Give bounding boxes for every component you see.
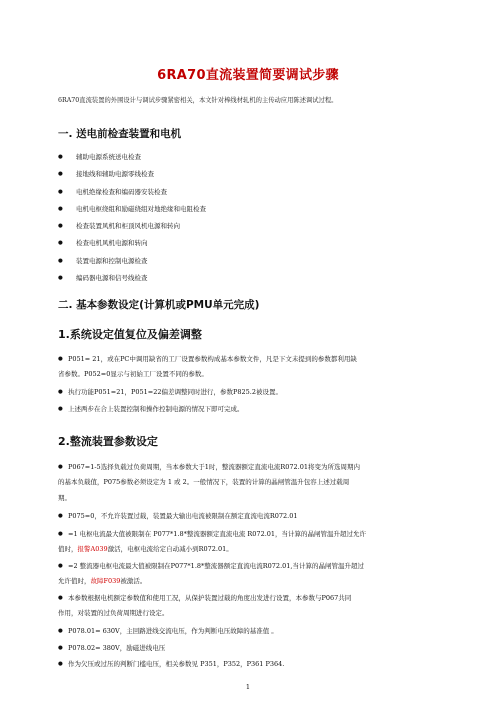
bullet-icon: ● bbox=[58, 661, 63, 667]
bullet-icon: ● bbox=[58, 645, 63, 651]
checklist-item: ● 编码器电源和信号线检查 bbox=[58, 274, 206, 291]
paragraph-p075-1: ● =1 电枢电流最大值被限制在 P077*1.8*整流器额定直流电流 R072.01，当计算的晶闸管温升超过允许 值时，报警A039激活，电枢电流给定自动减小到R072.01。 bbox=[58, 527, 442, 558]
bullet-icon: ● bbox=[58, 406, 63, 412]
subsection1-heading: 1.系统设定值复位及偏差调整 bbox=[58, 328, 202, 341]
paragraph-p075-2: ● =2 整流器电枢电流最大值被限制在P077*1.8*整流器额定直流电流R072.01,当计算的晶闸管温升超过 允许值时，故障F039被激活。 bbox=[58, 559, 442, 590]
alarm-code: 报警A039 bbox=[77, 545, 108, 554]
section2-heading: 二. 基本参数设定(计算机或PMU单元完成) bbox=[58, 299, 260, 311]
fault-code: 故障F039 bbox=[90, 577, 121, 586]
intro-paragraph: 6RA70直流装置的外围设计与调试步骤紧密相关，本文针对棒线材轧机的主传动应用陈述调试过程。 bbox=[58, 97, 338, 104]
paragraph-offset: ● 执行功能P051=21，P051=22偏差调整同时进行，参数P825.2被设置。 bbox=[58, 385, 442, 400]
section1-checklist bbox=[58, 153, 206, 291]
checklist-item: ● 检查装置风机和柜顶风机电源和转向 bbox=[58, 222, 206, 239]
checklist-item: ● 电机绝缘检查和编码器安装检查 bbox=[58, 188, 206, 205]
section1-heading: 一. 送电前检查装置和电机 bbox=[58, 128, 182, 140]
document-title: 6RA70直流装置简要调试步骤 bbox=[157, 68, 339, 83]
paragraph-p067: ● P067=1-5选择负载过负荷周期，当本参数大于1时，整流器额定直流电流R072.01将变为所选周期内 的基本负载值，P075参数必须设定为 1 或 2。一般情况下，装置的计算的晶闸管温升包容上述过载周 期。 bbox=[58, 460, 442, 506]
page-number: 1 bbox=[245, 683, 251, 691]
paragraph-note: ● 上述两步在合上装置控制和操作控制电源的情况下即可完成。 bbox=[58, 402, 442, 417]
bullet-icon: ● bbox=[58, 563, 63, 569]
bullet-icon: ● bbox=[58, 595, 63, 601]
checklist-item: ● 电机电枢绕组和励磁绕组对地绝缘和电阻检查 bbox=[58, 205, 206, 222]
paragraph-overload: ● 本参数根据电机额定参数值和使用工况，从保护装置过载的角度出发进行设置，本参数与P067共同 作用，对装置的过负荷周期进行设定。 bbox=[58, 591, 442, 622]
paragraph-p075-0: ● P075=0，不允许装置过载，装置最大输出电流被限制在额定直流电流R072.01 bbox=[58, 509, 442, 524]
bullet-icon: ● bbox=[58, 531, 63, 537]
paragraph-p078-02: ● P078.02= 380V，励磁进线电压 bbox=[58, 641, 442, 656]
bullet-icon: ● bbox=[58, 464, 63, 470]
subsection2-heading: 2.整流装置参数设定 bbox=[58, 435, 158, 448]
bullet-icon: ● bbox=[58, 389, 63, 395]
bullet-icon: ● bbox=[58, 356, 63, 362]
paragraph-p078-01: ● P078.01= 630V，主回路进线交流电压，作为判断电压故障的基准值 。 bbox=[58, 624, 442, 639]
checklist-item: ● 辅助电源系统送电检查 bbox=[58, 153, 206, 170]
paragraph-p051: ● P051= 21，或在PC中调用缺省的工厂设置参数构成基本参数文件，凡是下文未提到的参数都利用缺 省参数。P052=0显示与初始工厂设置不同的参数。 bbox=[58, 352, 442, 383]
paragraph-threshold: ● 作为欠压或过压的判断门槛电压，相关参数见 P351，P352，P361 P364. bbox=[58, 657, 442, 672]
bullet-icon: ● bbox=[58, 513, 63, 519]
checklist-item: ● 接地线和辅助电源零线检查 bbox=[58, 170, 206, 187]
checklist-item: ● 装置电源和控制电源检查 bbox=[58, 257, 206, 274]
checklist-item: ● 检查电机风机电源和转向 bbox=[58, 239, 206, 256]
bullet-icon: ● bbox=[58, 628, 63, 634]
